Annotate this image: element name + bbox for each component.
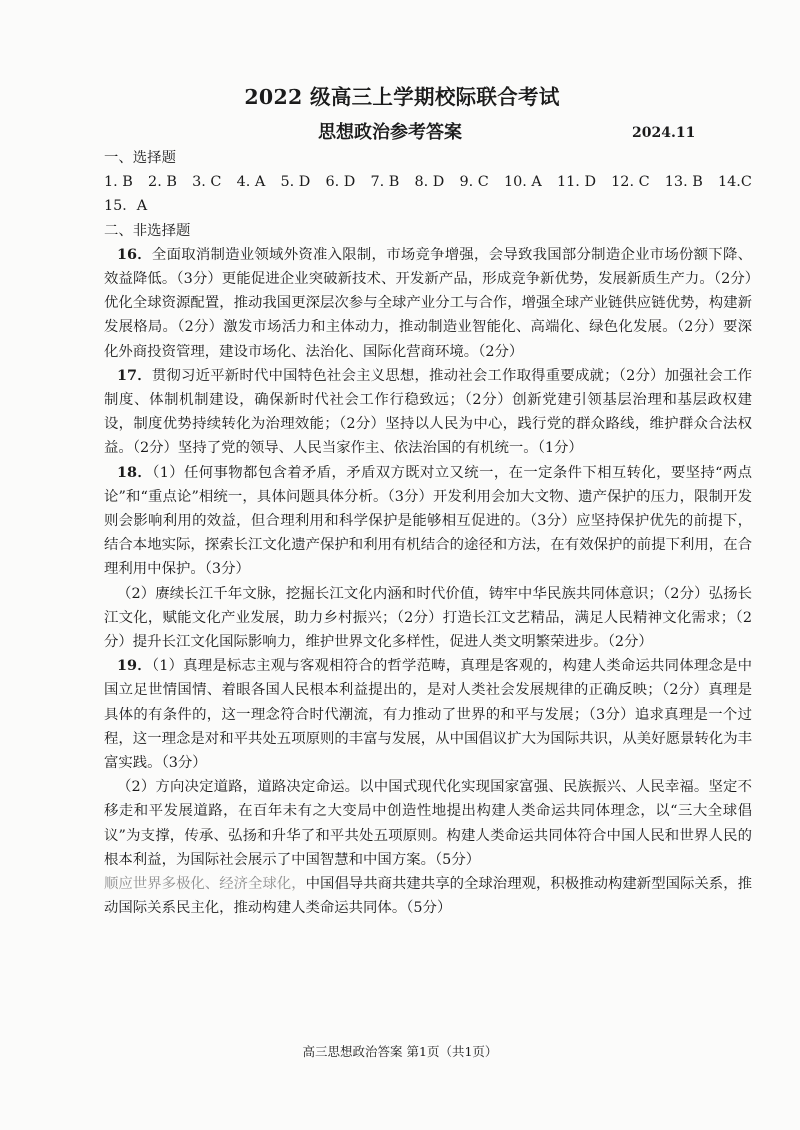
choice-answer: 5. D (280, 174, 311, 191)
question-number: 16． (117, 245, 152, 263)
question-number: 17． (117, 366, 152, 384)
answer-text: （2）赓续长江千年文脉，挖掘长江文化内涵和时代价值，铸牢中华民族共同体意识；（2分）弘扬长江文化，赋能文化产业发展，助力乡村振兴；（2分）打造长江文艺精品，满足人民精神文化需求；（2分）提升长江文化国际影响力，维护世界文化多样性，促进人类文明繁荣进步。（2分） (104, 585, 752, 650)
faint-answer-text: 顺应世界多极化、经济全球化， (104, 876, 306, 893)
question-19-part-1-answer (104, 654, 752, 775)
choice-answers-row (104, 170, 752, 194)
choice-answer: 7. B (370, 174, 400, 191)
choice-answer: 8. D (414, 174, 445, 191)
choice-answer: 9. C (459, 174, 489, 191)
question-number: 19． (117, 657, 152, 675)
question-18-part-2-answer (104, 582, 752, 655)
answer-text: （2）方向决定道路，道路决定命运。以中国式现代化实现国家富强、民族振兴、人民幸福。坚定不移走和平发展道路，在百年未有之大变局中创造性地提出构建人类命运共同体理念，以“三大全球倡议”为支撑，传承、弘扬和升华了和平共处五项原则。构建人类命运共同体符合中国人民和世界人民的根本利益，为国际社会展示了中国智慧和中国方案。（5分） (104, 779, 752, 868)
section-heading-choice: 一、选择题 (104, 150, 176, 166)
choice-answer: 4. A (236, 174, 266, 191)
choice-answer: 3. C (192, 174, 222, 191)
page-footer: 高三思想政治答案 第1页（共1页） (302, 1044, 498, 1059)
choice-answers-row (104, 194, 752, 218)
choice-answer: 2. B (148, 174, 177, 191)
section-heading-open: 二、非选择题 (104, 222, 191, 239)
answer-text: （1）任何事物都包含着矛盾，矛盾双方既对立又统一，在一定条件下相互转化，要坚持“两点论”和“重点论”相统一，具体问题具体分析。（3分）开发利用会加大文物、遗产保护的压力，限制开发则会影响利用的效益，但合理利用和科学保护是能够相互促进的。（3分）应坚持保护优先的前提下，结合本地实际，探索长江文化遗产保护和利用有机结合的途径和方法，在有效保护的前提下利用，在合理利用中保护。（3分） (104, 464, 752, 578)
choice-answer: 1. B (104, 174, 133, 191)
question-number: 18． (117, 463, 153, 481)
question-17-answer (104, 364, 752, 461)
answer-text: （1）真理是标志主观与客观相符合的哲学范畴，真理是客观的，构建人类命运共同体理念是中国立足世情国情、着眼各国人民根本利益提出的，是对人类社会发展规律的正确反映；（2分）真理是具体的有条件的，这一理念符合时代潮流，有力推动了世界的和平与发展；（3分）追求真理是一个过程，这一理念是对和平共处五项原则的丰富与发展，从中国倡议扩大为国际共识，从美好愿景转化为丰富实践。（3分） (104, 658, 752, 772)
question-16-answer (104, 243, 752, 364)
choice-answer: 11. D (556, 174, 596, 191)
answer-text: 贯彻习近平新时代中国特色社会主义思想，推动社会工作取得重要成就；（2分）加强社会工作制度、体制机制建设，确保新时代社会工作行稳致远；（2分）创新党建引领基层治理和基层政权建设，制度优势持续转化为治理效能；（2分）坚持以人民为中心，践行党的群众路线，维护群众合法权益。（2分）坚持了党的领导、人民当家作主、依法治国的有机统一。（1分） (104, 367, 752, 457)
question-19-closing-answer (104, 872, 752, 920)
exam-title: 2022 级高三上学期校际联合考试 (244, 85, 560, 109)
choice-answer: 13. B (664, 174, 703, 191)
answer-text: 中国倡导共商共建共享的全球治理观，积极推动构建新型国际关系，推动国际关系民主化，推动构建人类命运共同体。（5分） (104, 876, 752, 917)
exam-date: 2024.11 (632, 125, 696, 141)
choice-answer: 6. D (325, 174, 356, 191)
choice-answer: 14.C (717, 174, 752, 191)
choice-answer: 10. A (503, 174, 542, 191)
answer-text: 全面取消制造业领域外资准入限制，市场竞争增强，会导致我国部分制造企业市场份额下降、效益降低。（3分）更能促进企业突破新技术、开发新产品，形成竞争新优势，发展新质生产力。（2分）优化全球资源配置，推动我国更深层次参与全球产业分工与合作，增强全球产业链供应链优势，构建新发展格局。（2分）激发市场活力和主体动力，推动制造业智能化、高端化、绿色化发展。（2分）要深化外商投资管理，建设市场化、法治化、国际化营商环境。（2分） (104, 246, 752, 360)
choice-answer: 15．A (104, 198, 148, 215)
document-subtitle: 思想政治参考答案 (318, 122, 462, 143)
answer-content (104, 146, 752, 920)
choice-answer: 12. C (611, 174, 650, 191)
question-19-part-2-answer (104, 775, 752, 872)
question-18-part-1-answer (104, 461, 752, 582)
